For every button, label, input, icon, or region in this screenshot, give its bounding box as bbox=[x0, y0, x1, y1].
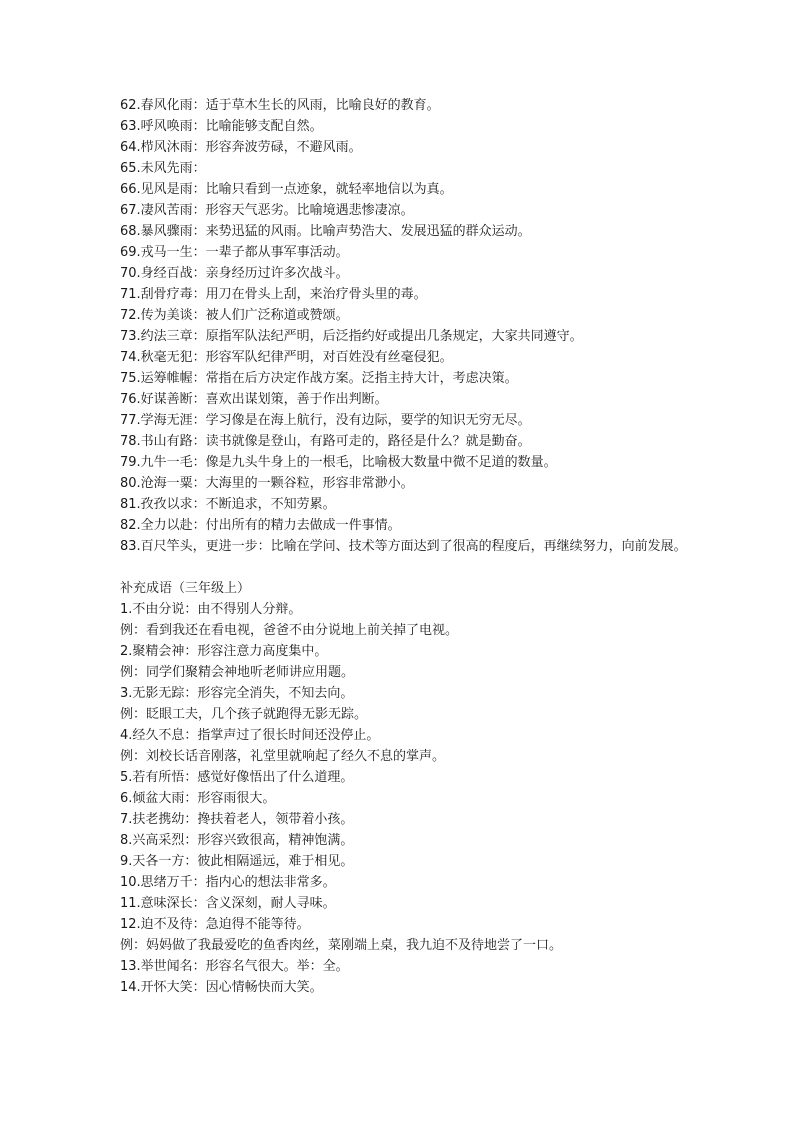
idiom-line: 63.呼风唤雨：比喻能够支配自然。 bbox=[120, 119, 323, 134]
idiom-line: 例：同学们聚精会神地听老师讲应用题。 bbox=[120, 665, 355, 680]
idiom-line: 例：眨眼工夫，几个孩子就跑得无影无踪。 bbox=[120, 707, 368, 722]
idiom-line: 68.暴风骤雨：来势迅猛的风雨。比喻声势浩大、发展迅猛的群众运动。 bbox=[120, 224, 531, 239]
document-body bbox=[120, 95, 690, 998]
idiom-line: 81.孜孜以求：不断追求，不知劳累。 bbox=[120, 497, 336, 512]
idiom-line: 7.扶老携幼：搀扶着老人，领带着小孩。 bbox=[120, 812, 354, 827]
idiom-line: 64.栉风沐雨：形容奔波劳碌，不避风雨。 bbox=[120, 140, 362, 155]
idiom-line: 70.身经百战：亲身经历过许多次战斗。 bbox=[120, 266, 349, 281]
idiom-line: 83.百尺竿头，更进一步：比喻在学问、技术等方面达到了很高的程度后，再继续努力，向前发展。 bbox=[120, 539, 687, 554]
idiom-line: 3.无影无踪：形容完全消失，不知去向。 bbox=[120, 686, 354, 701]
idiom-line: 9.天各一方：彼此相隔遥远，难于相见。 bbox=[120, 854, 354, 869]
idiom-line: 62.春风化雨：适于草木生长的风雨，比喻良好的教育。 bbox=[120, 98, 440, 113]
idiom-line: 13.举世闻名：形容名气很大。举：全。 bbox=[120, 959, 349, 974]
idiom-line: 10.思绪万千：指内心的想法非常多。 bbox=[120, 875, 336, 890]
idiom-line: 5.若有所悟：感觉好像悟出了什么道理。 bbox=[120, 770, 354, 785]
idiom-line: 69.戎马一生：一辈子都从事军事活动。 bbox=[120, 245, 349, 260]
idiom-line: 66.见风是雨：比喻只看到一点迹象，就轻率地信以为真。 bbox=[120, 182, 453, 197]
blank-line bbox=[120, 557, 690, 578]
idiom-line: 75.运筹帷幄：常指在后方决定作战方案。泛指主持大计，考虑决策。 bbox=[120, 371, 518, 386]
idiom-line: 73.约法三章：原指军队法纪严明，后泛指约好或提出几条规定，大家共同遵守。 bbox=[120, 329, 583, 344]
idiom-line: 78.书山有路：读书就像是登山，有路可走的，路径是什么？就是勤奋。 bbox=[120, 434, 531, 449]
idiom-line: 6.倾盆大雨：形容雨很大。 bbox=[120, 791, 276, 806]
idiom-line: 4.经久不息：指掌声过了很长时间还没停止。 bbox=[120, 728, 380, 743]
idiom-line: 11.意味深长：含义深刻，耐人寻味。 bbox=[120, 896, 336, 911]
idiom-list-part2 bbox=[120, 599, 690, 998]
idiom-line: 80.沧海一粟：大海里的一颗谷粒，形容非常渺小。 bbox=[120, 476, 414, 491]
idiom-line: 2.聚精会神：形容注意力高度集中。 bbox=[120, 644, 328, 659]
idiom-line: 14.开怀大笑：因心情畅快而大笑。 bbox=[120, 980, 323, 995]
idiom-line: 65.未风先雨： bbox=[120, 161, 206, 176]
idiom-line: 77.学海无涯：学习像是在海上航行，没有边际，要学的知识无穷无尽。 bbox=[120, 413, 531, 428]
idiom-line: 79.九牛一毛：像是九头牛身上的一根毛，比喻极大数量中微不足道的数量。 bbox=[120, 455, 557, 470]
idiom-line: 76.好谋善断：喜欢出谋划策，善于作出判断。 bbox=[120, 392, 388, 407]
idiom-line: 74.秋毫无犯：形容军队纪律严明，对百姓没有丝毫侵犯。 bbox=[120, 350, 453, 365]
idiom-line: 72.传为美谈：被人们广泛称道或赞颂。 bbox=[120, 308, 349, 323]
idiom-line: 例：看到我还在看电视，爸爸不由分说地上前关掉了电视。 bbox=[120, 623, 459, 638]
section-title: 补充成语（三年级上） bbox=[120, 581, 251, 596]
idiom-line: 82.全力以赴：付出所有的精力去做成一件事情。 bbox=[120, 518, 401, 533]
idiom-line: 12.迫不及待：急迫得不能等待。 bbox=[120, 917, 310, 932]
idiom-line: 例：妈妈做了我最爱吃的鱼香肉丝，菜刚端上桌，我九迫不及待地尝了一口。 bbox=[120, 938, 563, 953]
idiom-line: 67.凄风苦雨：形容天气恶劣。比喻境遇悲惨凄凉。 bbox=[120, 203, 414, 218]
idiom-line: 例：刘校长话音刚落，礼堂里就响起了经久不息的掌声。 bbox=[120, 749, 446, 764]
idiom-line: 71.刮骨疗毒：用刀在骨头上刮，来治疗骨头里的毒。 bbox=[120, 287, 427, 302]
idiom-line: 8.兴高采烈：形容兴致很高，精神饱满。 bbox=[120, 833, 354, 848]
idiom-list-part1 bbox=[120, 95, 690, 557]
idiom-line: 1.不由分说：由不得别人分辩。 bbox=[120, 602, 302, 617]
